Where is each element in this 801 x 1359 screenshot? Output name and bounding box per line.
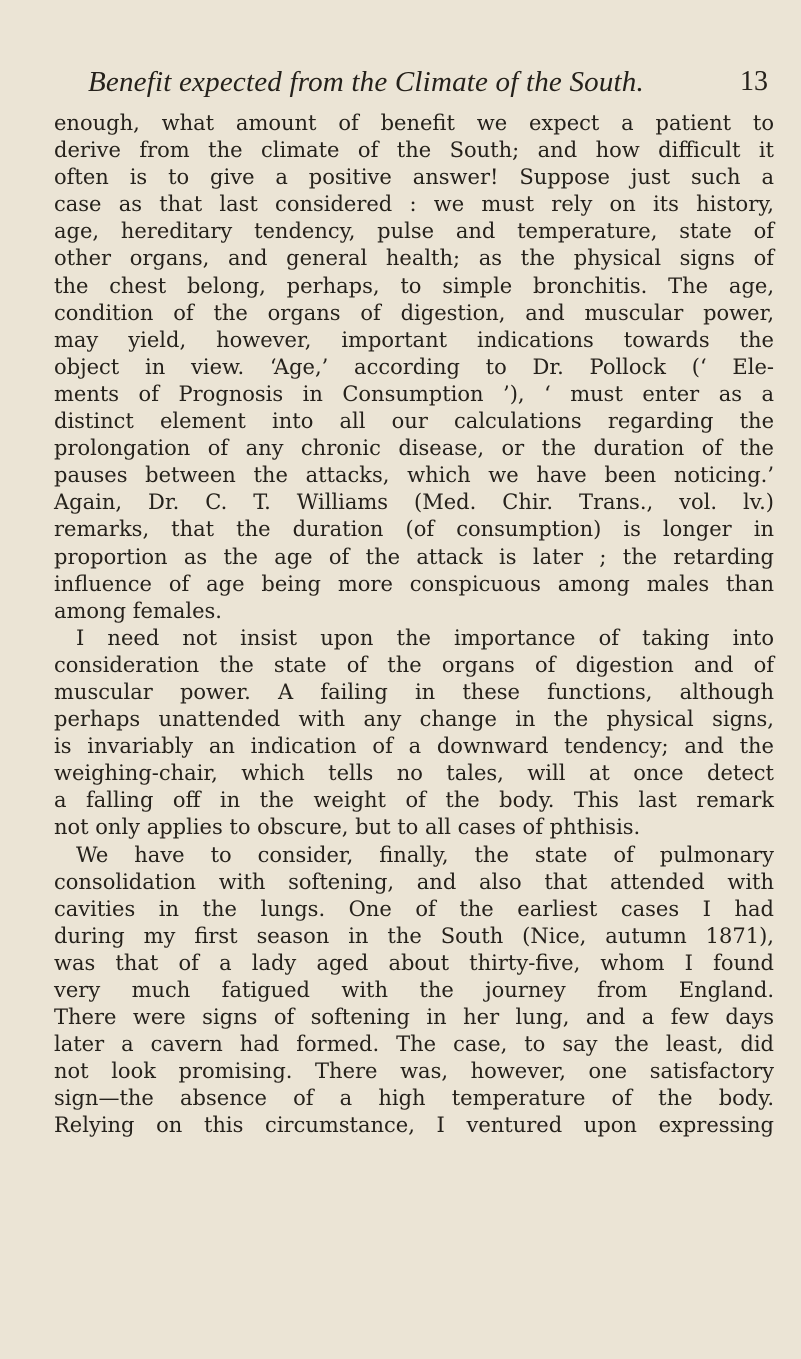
text-line: Again, Dr. C. T. Williams (Med. Chir. Trans., vol. lv.) [54,490,774,515]
text-line: among females. [54,598,222,623]
text-line: not only applies to obscure, but to all cases of phthisis. [54,815,641,840]
running-title: Benefit expected from the Climate of the South. [88,66,644,98]
text-line: prolongation of any chronic disease, or the duration of the [54,436,774,461]
text-line: age, hereditary tendency, pulse and temperature, state of [54,219,774,244]
running-head [88,66,768,106]
text-line: pauses between the attacks, which we have been noticing.’ [54,463,774,488]
text-line: consideration the state of the organs of digestion and of [54,652,774,677]
text-line: remarks, that the duration (of consumption) is longer in [54,517,774,542]
text-line: perhaps unattended with any change in the physical signs, [54,707,774,732]
text-line: object in view. ‘Age,’ according to Dr. Pollock (‘ Ele- [54,354,774,379]
text-line: distinct element into all our calculations regarding the [54,409,774,434]
text-line: consolidation with softening, and also that attended with [54,869,774,894]
text-line: muscular power. A failing in these functions, although [54,679,774,704]
text-line: during my first season in the South (Nice, autumn 1871), [54,923,774,948]
text-line: proportion as the age of the attack is later ; the retarding [54,544,774,569]
text-line: was that of a lady aged about thirty-five, whom I found [54,950,774,975]
text-line: a falling off in the weight of the body. This last remark [54,788,774,813]
text-line: enough, what amount of benefit we expect a patient to [54,111,774,135]
body-text [54,110,774,1140]
text-line: derive from the climate of the South; and how difficult it [54,138,774,163]
text-line: sign—the absence of a high temperature of the body. [54,1086,774,1111]
text-line: weighing-chair, which tells no tales, will at once detect [54,761,774,786]
text-line: ments of Prognosis in Consumption ’), ‘ must enter as a [54,381,774,406]
text-line: often is to give a positive answer! Suppose just such a [54,165,774,190]
text-line: condition of the organs of digestion, and muscular power, [54,300,774,325]
text-line: later a cavern had formed. The case, to say the least, did [54,1032,774,1057]
text-line: We have to consider, finally, the state of pulmonary [76,842,774,867]
text-line: Relying on this circumstance, I ventured upon expressing [54,1113,774,1138]
text-line: other organs, and general health; as the physical signs of [54,246,774,271]
text-line: not look promising. There was, however, one satisfactory [54,1059,774,1084]
text-line: is invariably an indication of a downward tendency; and the [54,734,774,759]
text-line: case as that last considered : we must rely on its history, [54,192,774,217]
text-line: very much fatigued with the journey from England. [54,978,774,1002]
text-line: I need not insist upon the importance of taking into [76,625,774,650]
text-line: may yield, however, important indications towards the [54,327,774,352]
text-line: the chest belong, perhaps, to simple bronchitis. The age, [54,273,774,298]
text-line: cavities in the lungs. One of the earliest cases I had [54,896,774,921]
text-line: influence of age being more conspicuous among males than [54,571,774,596]
text-line: There were signs of softening in her lung, and a few days [54,1005,774,1030]
page-number: 13 [740,66,768,97]
